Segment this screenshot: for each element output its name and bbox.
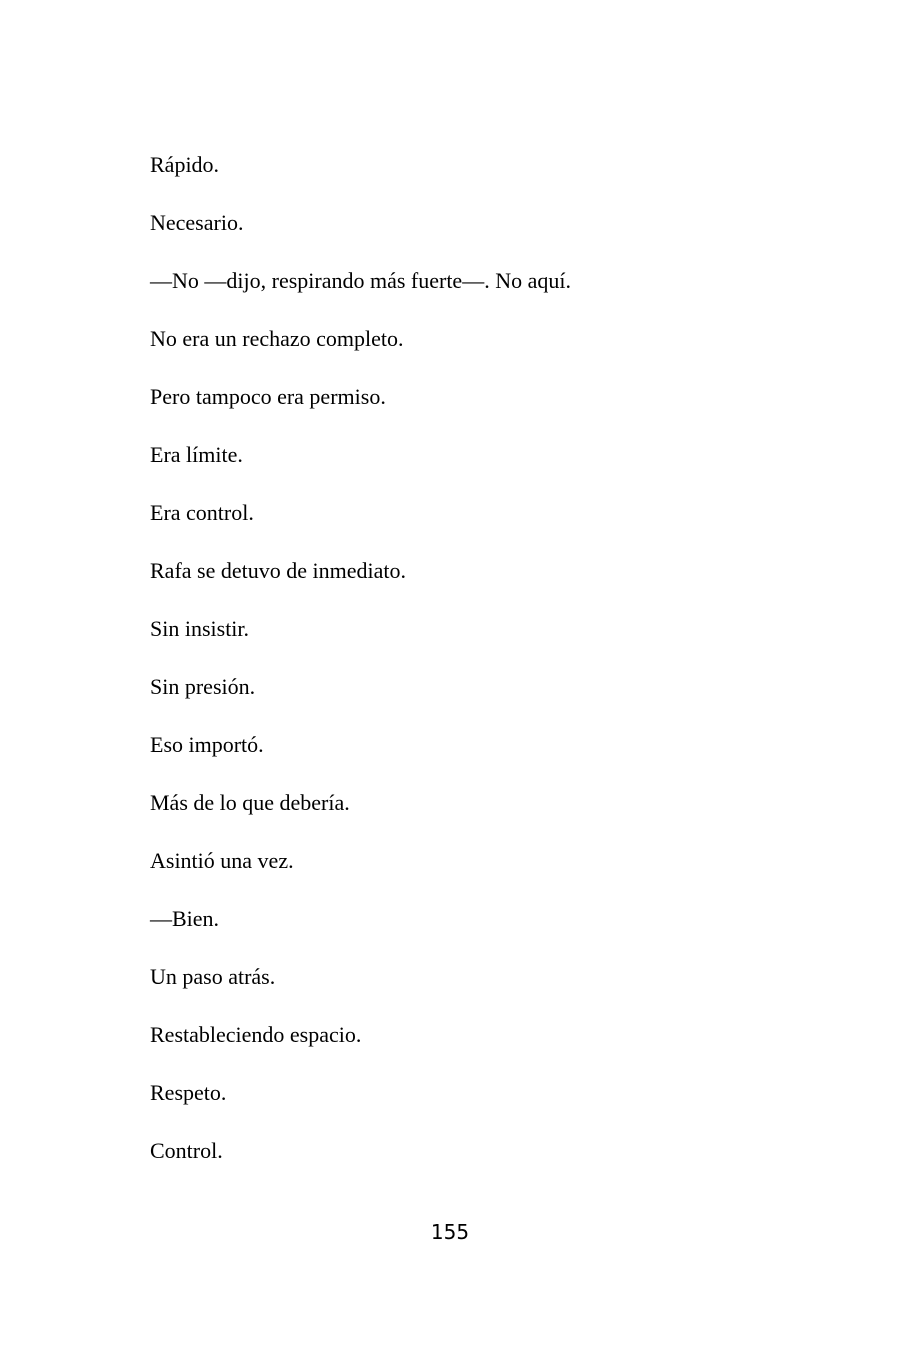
paragraph: Rápido. <box>150 152 220 177</box>
paragraph: Control. <box>150 1138 223 1163</box>
paragraph: Sin insistir. <box>150 616 250 641</box>
paragraph: Eso importó. <box>150 732 264 757</box>
body-text <box>150 152 790 1196</box>
paragraph: Pero tampoco era permiso. <box>150 384 386 409</box>
paragraph: —No —dijo, respirando más fuerte—. No aquí. <box>150 268 571 293</box>
paragraph: Era control. <box>150 500 254 525</box>
paragraph: Restableciendo espacio. <box>150 1022 362 1047</box>
paragraph: Necesario. <box>150 210 244 235</box>
paragraph: Un paso atrás. <box>150 964 276 989</box>
paragraph: Era límite. <box>150 442 243 467</box>
page-number: 155 <box>430 1220 470 1244</box>
paragraph: —Bien. <box>150 906 220 931</box>
paragraph: No era un rechazo completo. <box>150 326 404 351</box>
paragraph: Rafa se detuvo de inmediato. <box>150 558 406 583</box>
paragraph: Más de lo que debería. <box>150 790 350 815</box>
paragraph: Respeto. <box>150 1080 227 1105</box>
paragraph: Asintió una vez. <box>150 848 294 873</box>
paragraph: Sin presión. <box>150 674 256 699</box>
